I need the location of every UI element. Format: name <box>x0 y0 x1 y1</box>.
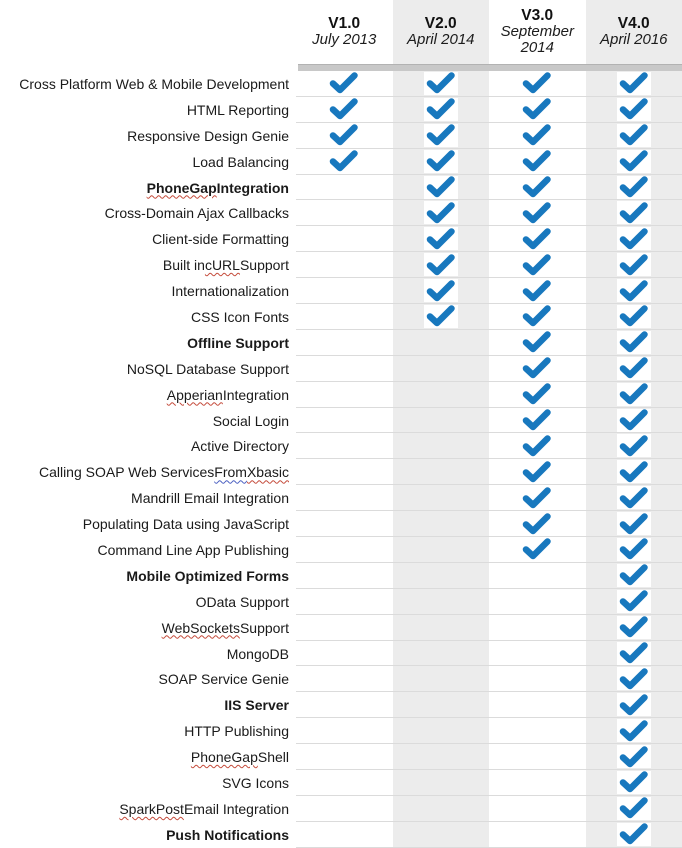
check-cell <box>296 718 393 744</box>
feature-label-text: MongoDB <box>226 645 289 662</box>
feature-label-text: Support <box>239 619 289 636</box>
check-icon <box>424 201 458 224</box>
check-cell <box>489 822 586 848</box>
check-cell <box>296 589 393 615</box>
version-label: V1.0 <box>328 15 361 32</box>
check-cell <box>393 692 490 718</box>
check-icon <box>520 357 554 380</box>
check-cell <box>586 744 682 770</box>
feature-label <box>0 615 296 641</box>
feature-label-text: Client-side Formatting <box>152 231 289 248</box>
check-cell <box>586 718 682 744</box>
check-cell <box>296 200 393 226</box>
table-row <box>0 304 682 330</box>
check-cell <box>296 97 393 123</box>
table-header <box>0 0 682 64</box>
feature-label <box>0 459 296 485</box>
check-cell <box>489 356 586 382</box>
version-column-header-v2 <box>393 0 490 64</box>
check-cell <box>586 356 682 382</box>
version-label: V2.0 <box>424 15 457 32</box>
table-row <box>0 744 682 770</box>
check-cell <box>296 71 393 97</box>
check-cell <box>489 563 586 589</box>
check-icon <box>520 201 554 224</box>
table-row <box>0 175 682 201</box>
check-icon <box>520 538 554 561</box>
check-cell <box>393 615 490 641</box>
check-icon <box>617 797 651 820</box>
feature-label-text: Cross-Domain Ajax Callbacks <box>104 205 289 222</box>
feature-label-text: Cross Platform Web & Mobile Development <box>19 75 289 92</box>
check-icon <box>424 124 458 147</box>
version-label: V4.0 <box>617 15 650 32</box>
feature-label <box>0 537 296 563</box>
check-cell <box>586 796 682 822</box>
check-icon <box>520 486 554 509</box>
feature-label-text: Built in <box>162 257 205 274</box>
feature-label <box>0 770 296 796</box>
check-icon <box>617 305 651 328</box>
table-row <box>0 226 682 252</box>
check-cell <box>489 408 586 434</box>
check-icon <box>617 745 651 768</box>
feature-label-text: Active Directory <box>190 438 289 455</box>
feature-label-text: Command Line App Publishing <box>97 541 289 558</box>
feature-label <box>0 692 296 718</box>
table-row <box>0 511 682 537</box>
table-row <box>0 666 682 692</box>
table-row <box>0 252 682 278</box>
check-cell <box>489 537 586 563</box>
feature-label-text: Responsive Design Genie <box>127 127 289 144</box>
check-cell <box>586 770 682 796</box>
check-cell <box>586 408 682 434</box>
check-icon <box>617 667 651 690</box>
check-icon <box>617 434 651 457</box>
check-cell <box>393 485 490 511</box>
misspelled-word: Apperian <box>166 386 223 403</box>
check-cell <box>393 304 490 330</box>
check-cell <box>296 226 393 252</box>
table-row <box>0 459 682 485</box>
check-cell <box>393 744 490 770</box>
check-cell <box>296 278 393 304</box>
check-cell <box>393 252 490 278</box>
check-cell <box>489 97 586 123</box>
check-cell <box>296 666 393 692</box>
feature-label <box>0 744 296 770</box>
check-cell <box>296 692 393 718</box>
table-row <box>0 770 682 796</box>
check-icon <box>617 771 651 794</box>
check-cell <box>586 200 682 226</box>
check-cell <box>489 615 586 641</box>
version-column-header-v4 <box>586 0 682 64</box>
check-icon <box>520 383 554 406</box>
check-icon <box>617 124 651 147</box>
check-cell <box>393 97 490 123</box>
feature-label-text: Support <box>239 257 289 274</box>
feature-label-text: Calling SOAP Web Services <box>38 464 215 481</box>
check-cell <box>296 511 393 537</box>
check-cell <box>586 330 682 356</box>
check-cell <box>296 149 393 175</box>
check-cell <box>393 641 490 667</box>
check-cell <box>296 615 393 641</box>
feature-label-text: SVG Icons <box>222 774 289 791</box>
feature-label <box>0 511 296 537</box>
check-cell <box>393 200 490 226</box>
check-cell <box>393 356 490 382</box>
check-cell <box>586 252 682 278</box>
release-date: September 2014 <box>500 23 574 56</box>
check-icon <box>617 331 651 354</box>
check-cell <box>393 175 490 201</box>
check-cell <box>393 511 490 537</box>
feature-label-text: Internationalization <box>171 283 289 300</box>
check-icon <box>520 460 554 483</box>
check-cell <box>393 718 490 744</box>
feature-label-text: HTTP Publishing <box>184 723 289 740</box>
check-icon <box>617 538 651 561</box>
release-date: April 2014 <box>406 31 475 48</box>
check-icon <box>617 201 651 224</box>
check-cell <box>586 97 682 123</box>
check-cell <box>586 589 682 615</box>
check-cell <box>489 226 586 252</box>
check-icon <box>424 176 458 199</box>
check-cell <box>489 175 586 201</box>
check-cell <box>489 589 586 615</box>
misspelled-word: cURL <box>204 257 240 274</box>
feature-label-text: Email Integration <box>183 800 289 817</box>
label-column-spacer <box>0 0 296 64</box>
check-icon <box>424 72 458 95</box>
check-cell <box>393 822 490 848</box>
feature-label <box>0 408 296 434</box>
release-date: July 2013 <box>312 31 377 48</box>
table-row <box>0 589 682 615</box>
feature-label <box>0 485 296 511</box>
version-column-header-v3 <box>489 0 586 64</box>
check-cell <box>586 278 682 304</box>
table-row <box>0 408 682 434</box>
check-cell <box>586 175 682 201</box>
table-row <box>0 537 682 563</box>
check-cell <box>586 304 682 330</box>
feature-label <box>0 149 296 175</box>
check-icon <box>617 253 651 276</box>
misspelled-word: SparkPost <box>119 800 184 817</box>
check-cell <box>586 226 682 252</box>
check-cell <box>586 822 682 848</box>
check-cell <box>586 71 682 97</box>
check-cell <box>489 744 586 770</box>
check-icon <box>520 176 554 199</box>
check-cell <box>296 796 393 822</box>
feature-label <box>0 278 296 304</box>
table-row <box>0 692 682 718</box>
check-cell <box>296 330 393 356</box>
table-row <box>0 356 682 382</box>
check-icon <box>617 409 651 432</box>
feature-label <box>0 200 296 226</box>
feature-label <box>0 71 296 97</box>
table-row <box>0 97 682 123</box>
feature-label <box>0 718 296 744</box>
check-cell <box>489 200 586 226</box>
check-icon <box>617 693 651 716</box>
table-row <box>0 718 682 744</box>
feature-label-text: Load Balancing <box>192 153 289 170</box>
check-icon <box>520 98 554 121</box>
check-icon <box>617 357 651 380</box>
check-cell <box>586 537 682 563</box>
check-icon <box>520 305 554 328</box>
check-cell <box>296 304 393 330</box>
check-cell <box>489 666 586 692</box>
check-cell <box>586 433 682 459</box>
check-cell <box>296 123 393 149</box>
check-cell <box>489 511 586 537</box>
check-icon <box>520 150 554 173</box>
check-icon <box>617 72 651 95</box>
feature-label <box>0 175 296 201</box>
release-date: April 2016 <box>599 31 668 48</box>
check-cell <box>393 796 490 822</box>
check-cell <box>296 459 393 485</box>
check-cell <box>393 382 490 408</box>
feature-label <box>0 433 296 459</box>
check-cell <box>489 304 586 330</box>
check-icon <box>617 460 651 483</box>
table-body <box>0 71 682 848</box>
feature-label <box>0 589 296 615</box>
check-icon <box>617 616 651 639</box>
feature-label <box>0 252 296 278</box>
misspelled-word: WebSockets <box>161 619 240 636</box>
check-cell <box>296 252 393 278</box>
table-row <box>0 330 682 356</box>
feature-label <box>0 563 296 589</box>
feature-label-text: HTML Reporting <box>186 101 289 118</box>
feature-label-text: CSS Icon Fonts <box>190 308 289 325</box>
check-cell <box>586 123 682 149</box>
check-cell <box>586 382 682 408</box>
check-icon <box>520 331 554 354</box>
feature-label-text: OData Support <box>195 593 289 610</box>
check-icon <box>424 150 458 173</box>
check-cell <box>489 718 586 744</box>
feature-label-text: Integration <box>222 386 289 403</box>
check-cell <box>393 330 490 356</box>
check-cell <box>489 123 586 149</box>
check-cell <box>489 692 586 718</box>
check-cell <box>296 356 393 382</box>
check-cell <box>296 408 393 434</box>
check-icon <box>327 72 361 95</box>
check-cell <box>586 692 682 718</box>
check-cell <box>296 382 393 408</box>
check-cell <box>296 563 393 589</box>
check-icon <box>617 98 651 121</box>
check-cell <box>586 149 682 175</box>
check-cell <box>489 382 586 408</box>
version-column-header-v1 <box>296 0 393 64</box>
check-icon <box>520 253 554 276</box>
feature-label-text: SOAP Service Genie <box>158 671 289 688</box>
check-icon <box>617 486 651 509</box>
check-cell <box>393 226 490 252</box>
check-cell <box>296 537 393 563</box>
check-icon <box>424 98 458 121</box>
check-icon <box>617 279 651 302</box>
check-icon <box>327 98 361 121</box>
check-icon <box>617 176 651 199</box>
check-cell <box>586 615 682 641</box>
check-icon <box>424 253 458 276</box>
table-row <box>0 433 682 459</box>
check-cell <box>489 770 586 796</box>
check-cell <box>586 485 682 511</box>
check-cell <box>296 822 393 848</box>
check-cell <box>586 666 682 692</box>
check-cell <box>393 770 490 796</box>
feature-label <box>0 330 296 356</box>
check-icon <box>617 590 651 613</box>
feature-label-text: Push Notifications <box>166 826 289 843</box>
check-cell <box>489 330 586 356</box>
feature-label <box>0 304 296 330</box>
header-divider-bar <box>298 64 682 71</box>
check-cell <box>393 123 490 149</box>
check-icon <box>520 227 554 250</box>
check-cell <box>586 511 682 537</box>
feature-label <box>0 123 296 149</box>
feature-label-text: Social Login <box>212 412 289 429</box>
check-icon <box>520 434 554 457</box>
check-cell <box>393 149 490 175</box>
feature-label-text: Mandrill Email Integration <box>131 490 289 507</box>
feature-label-text: IIS Server <box>224 697 289 714</box>
feature-label <box>0 226 296 252</box>
feature-label-text: Shell <box>257 749 289 766</box>
check-cell <box>489 485 586 511</box>
table-row <box>0 200 682 226</box>
check-icon <box>520 409 554 432</box>
check-cell <box>393 408 490 434</box>
check-cell <box>393 459 490 485</box>
version-label: V3.0 <box>521 7 554 24</box>
feature-label <box>0 822 296 848</box>
check-icon <box>424 305 458 328</box>
check-cell <box>586 459 682 485</box>
feature-label <box>0 796 296 822</box>
check-icon <box>617 564 651 587</box>
table-row <box>0 485 682 511</box>
feature-label <box>0 666 296 692</box>
check-icon <box>327 150 361 173</box>
check-icon <box>617 823 651 846</box>
check-cell <box>586 563 682 589</box>
check-icon <box>617 719 651 742</box>
check-cell <box>296 641 393 667</box>
table-row <box>0 278 682 304</box>
feature-label-text: Integration <box>216 179 289 196</box>
check-cell <box>393 71 490 97</box>
check-cell <box>296 485 393 511</box>
check-cell <box>489 433 586 459</box>
feature-label <box>0 356 296 382</box>
feature-label-text: Populating Data using JavaScript <box>82 516 289 533</box>
check-cell <box>393 278 490 304</box>
misspelled-word: Xbasic <box>246 464 289 481</box>
check-cell <box>296 433 393 459</box>
table-row <box>0 382 682 408</box>
table-row <box>0 796 682 822</box>
check-cell <box>489 641 586 667</box>
check-cell <box>489 252 586 278</box>
check-icon <box>617 642 651 665</box>
check-cell <box>296 744 393 770</box>
table-row <box>0 615 682 641</box>
check-icon <box>424 279 458 302</box>
table-row <box>0 563 682 589</box>
check-cell <box>393 433 490 459</box>
check-cell <box>586 641 682 667</box>
check-icon <box>520 72 554 95</box>
table-row <box>0 149 682 175</box>
misspelled-word: PhoneGap <box>190 749 258 766</box>
check-icon <box>520 279 554 302</box>
check-cell <box>393 537 490 563</box>
check-icon <box>327 124 361 147</box>
misspelled-word: PhoneGap <box>146 179 217 196</box>
table-row <box>0 71 682 97</box>
check-cell <box>489 459 586 485</box>
check-icon <box>424 227 458 250</box>
check-cell <box>489 278 586 304</box>
check-cell <box>393 563 490 589</box>
check-cell <box>489 71 586 97</box>
check-icon <box>617 227 651 250</box>
check-icon <box>617 383 651 406</box>
feature-label-text: Mobile Optimized Forms <box>126 567 289 584</box>
check-cell <box>393 589 490 615</box>
check-cell <box>489 149 586 175</box>
feature-label <box>0 641 296 667</box>
check-cell <box>393 666 490 692</box>
feature-label <box>0 97 296 123</box>
table-row <box>0 123 682 149</box>
misspelled-word: From <box>214 464 247 481</box>
check-icon <box>617 150 651 173</box>
feature-label-text: NoSQL Database Support <box>126 360 289 377</box>
feature-label-text: Offline Support <box>187 334 289 351</box>
check-icon <box>617 512 651 535</box>
check-cell <box>296 175 393 201</box>
table-row <box>0 641 682 667</box>
check-cell <box>489 796 586 822</box>
check-cell <box>296 770 393 796</box>
check-icon <box>520 512 554 535</box>
check-icon <box>520 124 554 147</box>
feature-label <box>0 382 296 408</box>
table-row <box>0 822 682 848</box>
